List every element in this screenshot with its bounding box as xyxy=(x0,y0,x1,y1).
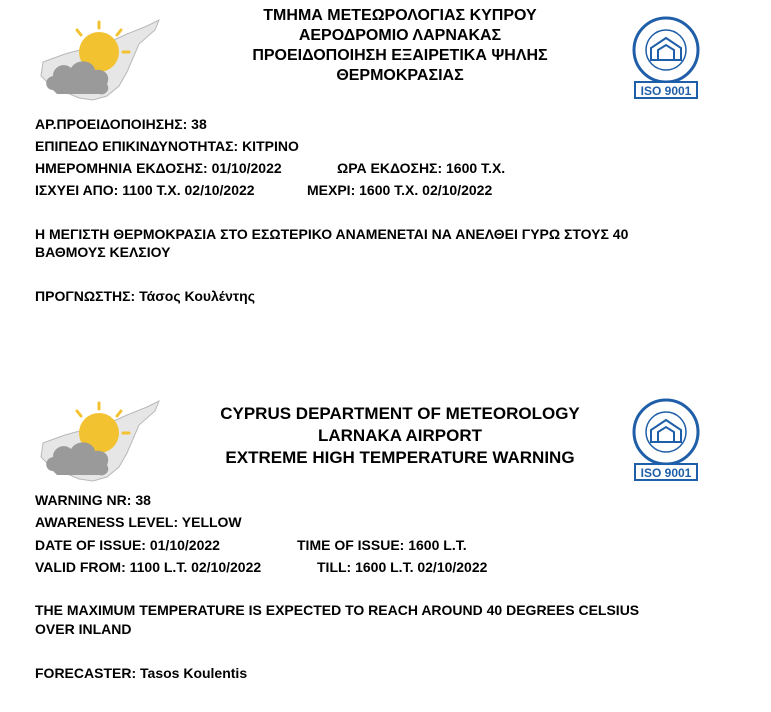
cyprus-weather-logo xyxy=(35,395,163,485)
greek-forecaster xyxy=(35,288,255,304)
greek-warning-number: ΑΡ.ΠΡΟΕΙΔΟΠΟΙΗΣΗΣ: 38 xyxy=(35,116,207,132)
english-header-line2: LARNAKA AIRPORT xyxy=(317,426,482,445)
greek-header-line2: ΑΕΡΟΔΡΟΜΙΟ ΛΑΡΝΑΚΑΣ xyxy=(298,27,502,44)
greek-message-line1: Η ΜΕΓΙΣΤΗ ΘΕΡΜΟΚΡΑΣΙΑ ΣΤΟ ΕΣΩΤΕΡΙΚΟ ΑΝΑΜΕΝΕΤΑΙ ΝΑ ΑΝΕΛΘΕΙ ΓΥΡΩ ΣΤΟΥΣ 40 xyxy=(35,226,629,242)
greek-header-line1: ΤΜΗΜΑ ΜΕΤΕΩΡΟΛΟΓΙΑΣ ΚΥΠΡΟΥ xyxy=(263,7,537,24)
greek-valid-till: ΜΕΧΡΙ: 1600 Τ.Χ. 02/10/2022 xyxy=(307,182,493,198)
english-header-line3: EXTREME HIGH TEMPERATURE WARNING xyxy=(225,448,575,467)
english-forecaster-name: Tasos Koulentis xyxy=(140,665,248,681)
greek-header-line3: ΠΡΟΕΙΔΟΠΟΙΗΣΗ ΕΞΑΙΡΕΤΙΚΑ ΨΗΛΗΣ xyxy=(252,47,548,64)
iso-9001-badge xyxy=(625,14,707,102)
greek-header xyxy=(180,6,620,86)
greek-date-of-issue: ΗΜΕΡΟΜΗΝΙΑ ΕΚΔΟΣΗΣ: 01/10/2022 xyxy=(35,160,282,176)
greek-message-line2: ΒΑΘΜΟΥΣ ΚΕΛΣΙΟΥ xyxy=(35,244,171,260)
iso-9001-badge xyxy=(625,396,707,484)
iso-badge-text: ISO 9001 xyxy=(640,84,692,98)
cyprus-weather-logo xyxy=(35,14,163,104)
english-message-line2: OVER INLAND xyxy=(35,621,132,637)
greek-awareness-level: ΕΠΙΠΕΔΟ ΕΠΙΚΙΝΔΥΝΟΤΗΤΑΣ: ΚΙΤΡΙΝΟ xyxy=(35,138,299,154)
greek-valid-from: ΙΣΧΥΕΙ ΑΠΟ: 1100 Τ.Χ. 02/10/2022 xyxy=(35,182,255,198)
greek-header-line4: ΘΕΡΜΟΚΡΑΣΙΑΣ xyxy=(336,67,464,84)
english-valid-from: VALID FROM: 1100 L.T. 02/10/2022 xyxy=(35,559,262,575)
english-header xyxy=(180,403,620,469)
english-valid-till: TILL: 1600 L.T. 02/10/2022 xyxy=(317,559,488,575)
english-forecaster xyxy=(35,665,247,681)
greek-forecaster-label: ΠΡΟΓΝΩΣΤΗΣ: xyxy=(35,288,136,304)
greek-time-of-issue: ΩΡΑ ΕΚΔΟΣΗΣ: 1600 Τ.Χ. xyxy=(337,160,506,176)
iso-badge-text: ISO 9001 xyxy=(640,466,692,480)
english-forecaster-label: FORECASTER: xyxy=(35,665,137,681)
english-message-line1: THE MAXIMUM TEMPERATURE IS EXPECTED TO REACH AROUND 40 DEGREES CELSIUS xyxy=(35,602,640,618)
english-awareness-level: AWARENESS LEVEL: YELLOW xyxy=(35,514,242,530)
english-date-of-issue: DATE OF ISSUE: 01/10/2022 xyxy=(35,537,220,553)
english-warning-number: WARNING NR: 38 xyxy=(35,492,151,508)
english-header-line1: CYPRUS DEPARTMENT OF METEOROLOGY xyxy=(220,404,580,423)
english-time-of-issue: TIME OF ISSUE: 1600 L.T. xyxy=(297,537,467,553)
greek-forecaster-name: Τάσος Κουλέντης xyxy=(139,288,255,304)
